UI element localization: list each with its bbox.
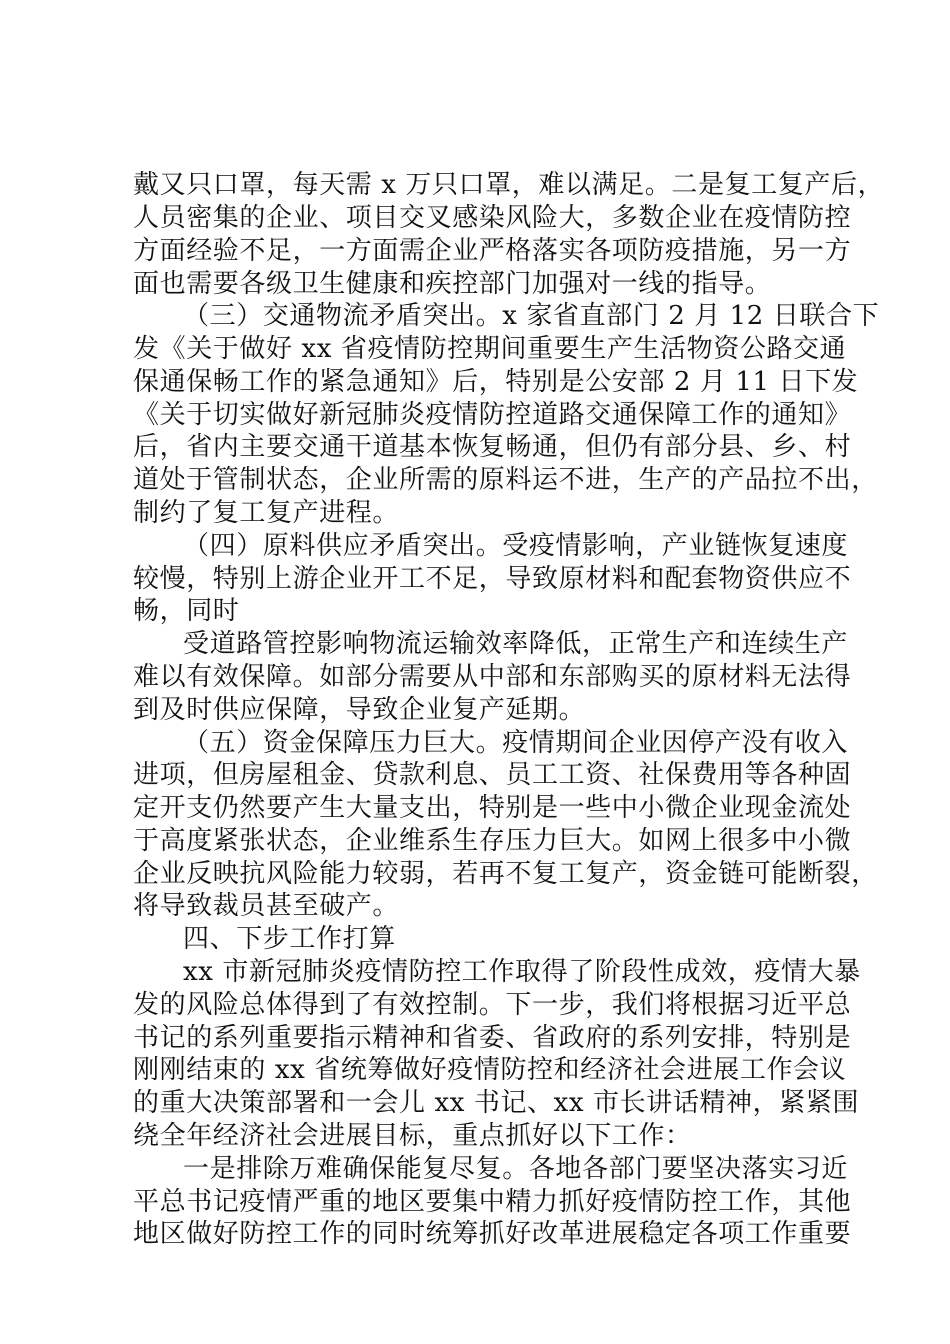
text-line: 人员密集的企业、项目交叉感染风险大，多数企业在疫情防控: [133, 203, 852, 233]
text-line: 的重大决策部署和一会儿 xx 书记、xx 市长讲话精神，紧紧围: [133, 1088, 860, 1118]
text-line: 《关于切实做好新冠肺炎疫情防控道路交通保障工作的通知》: [133, 400, 852, 430]
text-line: 道处于管制状态，企业所需的原料运不进，生产的产品拉不出，: [133, 465, 878, 495]
text-line: 将导致裁员甚至破产。: [133, 891, 400, 921]
text-line: （四）原料供应矛盾突出。受疫情影响，产业链恢复速度: [183, 531, 849, 561]
text-line: 较慢，特别上游企业开工不足，导致原材料和配套物资供应不: [133, 564, 852, 594]
text-line: 方面经验不足，一方面需企业严格落实各项防疫措施，另一方: [133, 236, 852, 266]
text-line: 难以有效保障。如部分需要从中部和东部购买的原材料无法得: [133, 662, 852, 692]
text-line: （三）交通物流矛盾突出。x 家省直部门 2 月 12 日联合下: [183, 301, 880, 331]
text-line: 绕全年经济社会进展目标，重点抓好以下工作：: [133, 1121, 692, 1151]
text-line: 于高度紧张状态，企业维系生存压力巨大。如网上很多中小微: [133, 826, 852, 856]
text-line: （五）资金保障压力巨大。疫情期间企业因停产没有收入: [183, 728, 849, 758]
text-line: 定开支仍然要产生大量支出，特别是一些中小微企业现金流处: [133, 793, 852, 823]
text-line: 到及时供应保障，导致企业复产延期。: [133, 695, 586, 725]
text-line: xx 市新冠肺炎疫情防控工作取得了阶段性成效，疫情大暴: [183, 957, 861, 987]
text-line: 刚刚结束的 xx 省统筹做好疫情防控和经济社会进展工作会议: [133, 1055, 847, 1085]
text-line: 发《关于做好 xx 省疫情防控期间重要生产生活物资公路交通: [133, 334, 847, 364]
text-line: 畅，同时: [133, 596, 240, 626]
text-line: 地区做好防控工作的同时统筹抓好改革进展稳定各项工作重要: [133, 1219, 852, 1249]
text-line: 企业反映抗风险能力较弱，若再不复工复产，资金链可能断裂，: [133, 859, 878, 889]
text-line: 发的风险总体得到了有效控制。下一步，我们将根据习近平总: [133, 990, 852, 1020]
text-line: 一是排除万难确保能复尽复。各地各部门要坚决落实习近: [183, 1154, 849, 1184]
text-line: 后，省内主要交通干道基本恢复畅通，但仍有部分县、乡、村: [133, 432, 852, 462]
text-line: 受道路管控影响物流运输效率降低，正常生产和连续生产: [183, 629, 849, 659]
text-line: 平总书记疫情严重的地区要集中精力抓好疫情防控工作，其他: [133, 1187, 852, 1217]
text-line: 进项，但房屋租金、贷款利息、员工工资、社保费用等各种固: [133, 760, 852, 790]
text-line: 面也需要各级卫生健康和疾控部门加强对一线的指导。: [133, 269, 772, 299]
section-heading: 四、下步工作打算: [183, 924, 396, 954]
text-line: 保通保畅工作的紧急通知》后，特别是公安部 2 月 11 日下发: [133, 367, 859, 397]
text-line: 书记的系列重要指示精神和省委、省政府的系列安排，特别是: [133, 1023, 852, 1053]
text-line: 戴又只口罩，每天需 x 万只口罩，难以满足。二是复工复产后，: [133, 170, 885, 200]
text-line: 制约了复工复产进程。: [133, 498, 400, 528]
